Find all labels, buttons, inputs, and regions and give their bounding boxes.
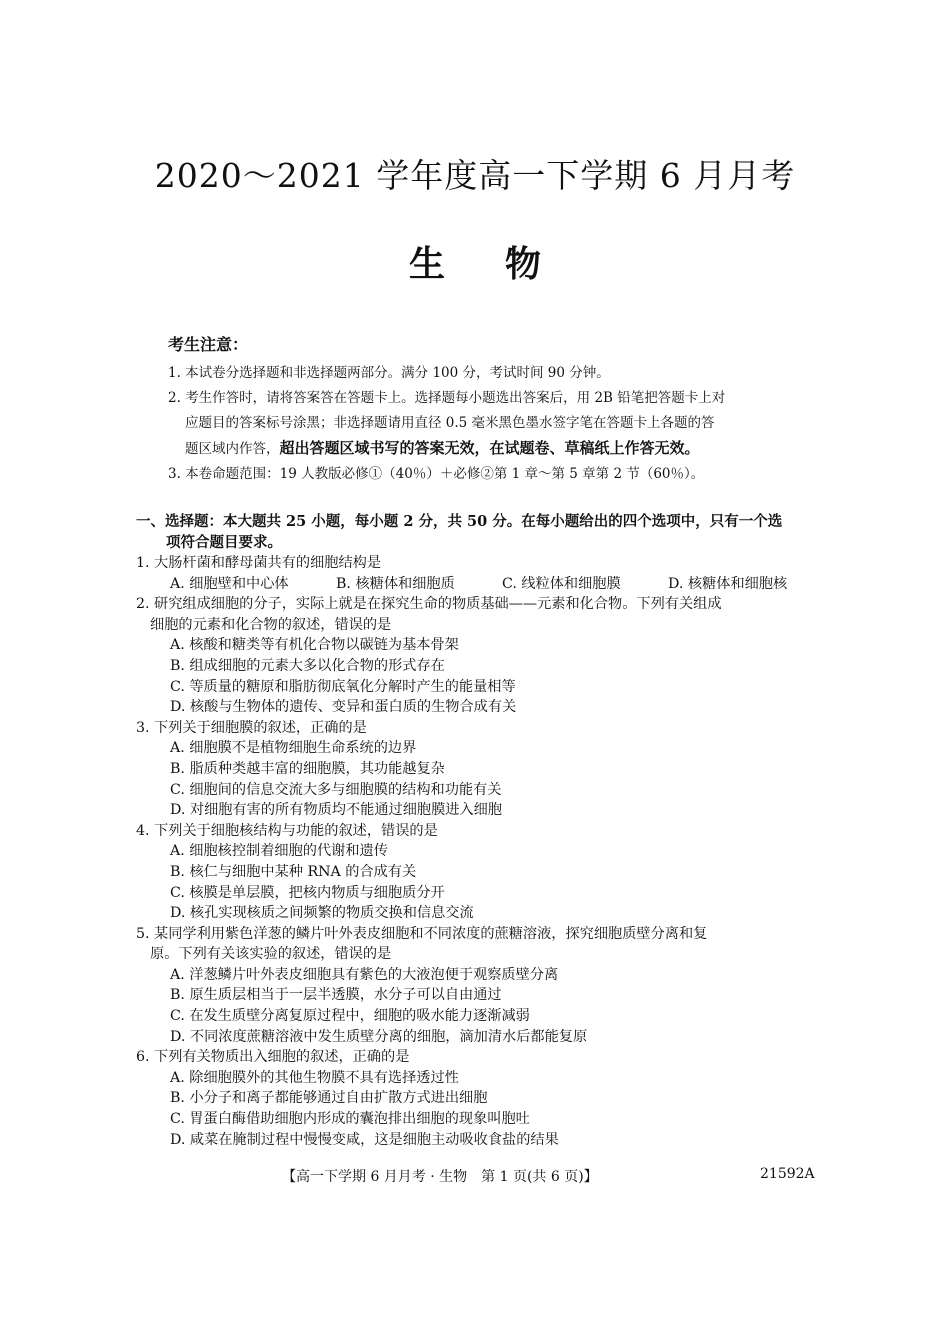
notice-heading: 考生注意： <box>168 335 249 354</box>
option-d: D. 不同浓度蔗糖溶液中发生质壁分离的细胞，滴加清水后都能复原 <box>170 1028 588 1045</box>
option-c: C. 线粒体和细胞膜 <box>502 575 621 592</box>
option-c: C. 等质量的糖原和脂肪彻底氧化分解时产生的能量相等 <box>170 678 516 695</box>
question-stem-line-1: 2. 研究组成细胞的分子，实际上就是在探究生命的物质基础——元素和化合物。下列有关组成 <box>136 596 722 613</box>
option-b: B. 核仁与细胞中某种 RNA 的合成有关 <box>170 863 417 880</box>
option-a: A. 洋葱鳞片叶外表皮细胞具有紫色的大液泡便于观察质壁分离 <box>170 966 559 983</box>
question-stem-line-2: 细胞的元素和化合物的叙述，错误的是 <box>150 616 392 633</box>
notice-item-2-line-1: 2. 考生作答时，请将答案答在答题卡上。选择题每小题选出答案后，用 2B 铅笔把答题卡上对 <box>168 390 726 406</box>
option-b: B. 组成细胞的元素大多以化合物的形式存在 <box>170 657 445 674</box>
option-a: A. 细胞膜不是植物细胞生命系统的边界 <box>170 740 417 757</box>
option-d: D. 核酸与生物体的遗传、变异和蛋白质的生物合成有关 <box>170 699 517 716</box>
option-b: B. 脂质种类越丰富的细胞膜，其功能越复杂 <box>170 760 445 777</box>
option-b: B. 原生质层相当于一层半透膜，水分子可以自由通过 <box>170 987 502 1004</box>
option-d: D. 咸菜在腌制过程中慢慢变咸，这是细胞主动吸收食盐的结果 <box>170 1131 559 1148</box>
question-6 <box>136 1047 826 1150</box>
footer-page-info: 【高一下学期 6 月月考 · 生物 第 1 页(共 6 页)】 <box>282 1169 598 1185</box>
section-heading <box>136 512 826 553</box>
notice-item-2-line-2: 应题目的答案标号涂黑；非选择题请用直径 0.5 毫米黑色墨水签字笔在答题卡上各题的答 <box>185 415 715 431</box>
question-list <box>136 553 826 1150</box>
question-stem: 6. 下列有关物质出入细胞的叙述，正确的是 <box>136 1049 410 1066</box>
option-d: D. 对细胞有害的所有物质均不能通过细胞膜进入细胞 <box>170 802 503 819</box>
option-c: C. 核膜是单层膜，把核内物质与细胞质分开 <box>170 884 445 901</box>
notice-item-2-plain: 题区域内作答， <box>185 441 280 457</box>
subject-title: 生物 <box>408 243 601 285</box>
notice-item-1: 1. 本试卷分选择题和非选择题两部分。满分 100 分，考试时间 90 分钟。 <box>168 365 610 381</box>
option-a: A. 除细胞膜外的其他生物膜不具有选择透过性 <box>170 1069 459 1086</box>
section-heading-line-2: 项符合题目要求。 <box>166 533 282 551</box>
question-stem: 3. 下列关于细胞膜的叙述，正确的是 <box>136 719 367 736</box>
question-5 <box>136 924 826 1048</box>
option-c: C. 细胞间的信息交流大多与细胞膜的结构和功能有关 <box>170 781 502 798</box>
notice-item-3: 3. 本卷命题范围：19 人教版必修①（40％）＋必修②第 1 章～第 5 章第 2 节（60％）。 <box>168 466 705 482</box>
question-options <box>136 574 826 595</box>
exam-title: 2020～2021 学年度高一下学期 6 月月考 <box>154 156 796 195</box>
question-stem: 4. 下列关于细胞核结构与功能的叙述，错误的是 <box>136 822 438 839</box>
candidate-notice <box>168 332 828 487</box>
footer-paper-code: 21592A <box>760 1166 815 1182</box>
option-c: C. 胃蛋白酶借助细胞内形成的囊泡排出细胞的现象叫胞吐 <box>170 1111 530 1128</box>
notice-item-2-line-3 <box>168 436 828 462</box>
option-b: B. 核糖体和细胞质 <box>336 575 455 592</box>
question-3 <box>136 718 826 821</box>
option-d: D. 核孔实现核质之间频繁的物质交换和信息交流 <box>170 905 474 922</box>
question-2 <box>136 594 826 718</box>
option-b: B. 小分子和离子都能够通过自由扩散方式进出细胞 <box>170 1090 488 1107</box>
option-a: A. 核酸和糖类等有机化合物以碳链为基本骨架 <box>170 637 459 654</box>
question-stem: 1. 大肠杆菌和酵母菌共有的细胞结构是 <box>136 555 382 571</box>
option-a: A. 细胞核控制着细胞的代谢和遗传 <box>170 843 388 860</box>
option-d: D. 核糖体和细胞核 <box>668 575 788 592</box>
option-a: A. 细胞壁和中心体 <box>170 575 289 592</box>
question-1 <box>136 553 826 594</box>
notice-item-2-emphasis: 超出答题区域书写的答案无效，在试题卷、草稿纸上作答无效。 <box>279 439 700 457</box>
question-4 <box>136 821 826 924</box>
section-heading-line-1: 一、选择题：本大题共 25 小题，每小题 2 分，共 50 分。在每小题给出的四个选项中，只有一个选 <box>136 513 783 530</box>
option-c: C. 在发生质壁分离复原过程中，细胞的吸水能力逐渐减弱 <box>170 1008 530 1025</box>
question-stem-line-1: 5. 某同学利用紫色洋葱的鳞片叶外表皮细胞和不同浓度的蔗糖溶液，探究细胞质壁分离和复 <box>136 925 708 942</box>
question-stem-line-2: 原。下列有关该实验的叙述，错误的是 <box>150 946 392 963</box>
